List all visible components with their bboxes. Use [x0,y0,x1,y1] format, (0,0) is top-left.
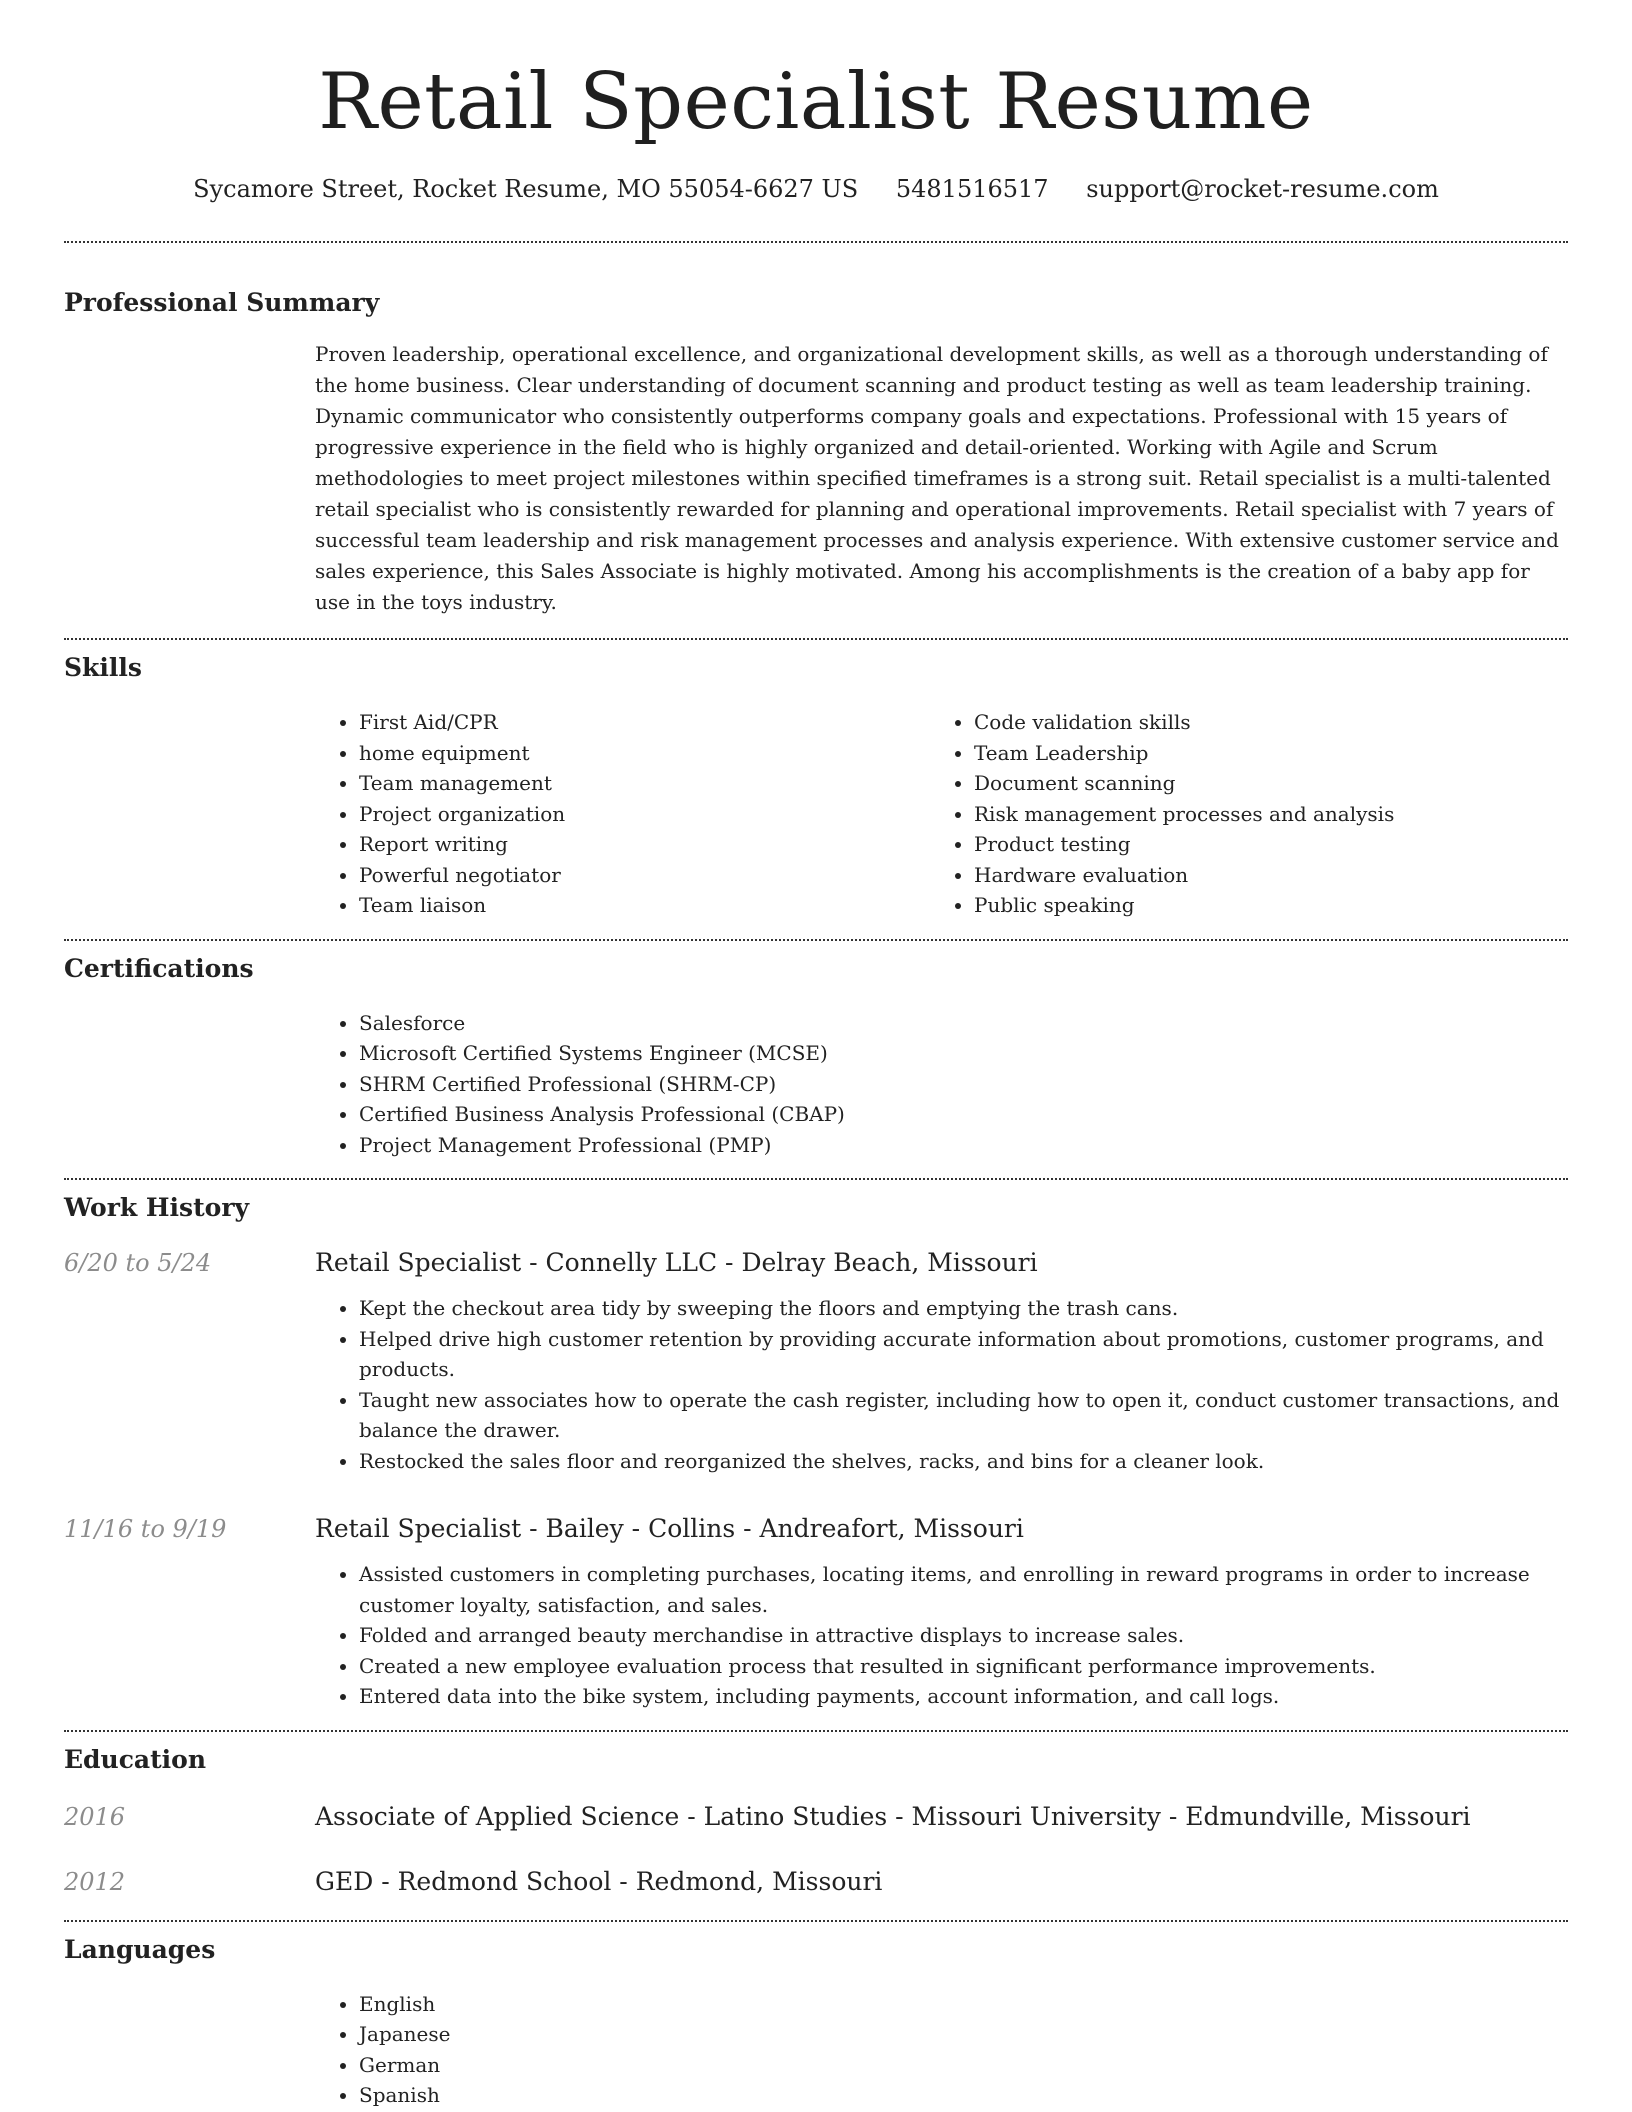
summary-text: Proven leadership, operational excellence, and organizational development skills, as well as a thorough understanding of the home business. Clear understanding of document scanning and product testing as well as team leadership training. Dynamic communicator who consistently outperforms company goals and expectations. Professional with 15 years of progressive experience in the field who is highly organized and detail-oriented. Working with Agile and Scrum methodologies to meet project milestones within specified timeframes is a strong suit. Retail specialist is a multi-talented retail specialist who is consistently rewarded for planning and operational improvements. Retail specialist with 7 years of successful team leadership and risk management processes and analysis experience. With extensive customer service and sales experience, this Sales Associate is highly motivated. Among his accomplishments is the creation of a baby app for use in the toys industry. [315,342,1559,614]
skill-item: • Public speaking [974,890,1545,921]
section-title-education: Education [64,1744,207,1774]
skill-item: • Team Leadership [974,738,1545,769]
education-entry [64,1867,1568,1896]
skill-item: • Product testing [974,829,1545,860]
certifications-content [315,1008,1568,1161]
language-item: • English [359,1989,1568,2020]
education-degree: Associate of Applied Science - Latino Studies - Missouri University - Edmundville, Missouri [315,1801,1471,1831]
job-title: Retail Specialist - Bailey - Collins - Andreafort, Missouri [315,1514,1024,1543]
job-title: Retail Specialist - Connelly LLC - Delray Beach, Missouri [315,1248,1038,1277]
job-bullet: • Restocked the sales floor and reorganized the shelves, racks, and bins for a cleaner look. [359,1446,1568,1477]
job-dates: 11/16 to 9/19 [64,1515,227,1543]
job-header [64,1248,1568,1277]
divider [64,638,1568,640]
divider [64,1178,1568,1180]
skill-item: • Document scanning [974,768,1545,799]
education-year: 2016 [64,1802,126,1831]
skill-item: • home equipment [359,738,930,769]
job-bullet: • Created a new employee evaluation process that resulted in significant performance improvements. [359,1651,1568,1682]
contact-phone: 5481516517 [895,175,1049,203]
section-skills [64,652,1568,921]
divider [64,1920,1568,1922]
language-item: • Japanese [359,2019,1568,2050]
section-certifications [64,953,1568,1161]
section-summary [64,287,1568,618]
summary-content [315,339,1568,618]
divider [64,241,1568,243]
skill-item: • Powerful negotiator [359,860,930,891]
section-education [64,1744,1568,1896]
section-title-summary: Professional Summary [64,288,380,317]
contact-email: support@rocket-resume.com [1086,175,1439,203]
language-item: • Spanish [359,2080,1568,2111]
skill-item: • Team liaison [359,890,930,921]
skill-item: • Report writing [359,829,930,860]
job-bullets [315,1293,1568,1476]
education-degree: GED - Redmond School - Redmond, Missouri [315,1866,883,1896]
resume-page [64,0,1568,2111]
job-bullet: • Assisted customers in completing purchases, locating items, and enrolling in reward programs in order to increase customer loyalty, satisfaction, and sales. [359,1559,1568,1620]
skills-column-left [315,707,930,921]
skill-item: • Code validation skills [974,707,1545,738]
section-work-history [64,1192,1568,1712]
job-bullet: • Helped drive high customer retention by providing accurate information about promotions, customer programs, and products. [359,1324,1568,1385]
certification-item: • Microsoft Certified Systems Engineer (MCSE) [359,1038,1568,1069]
divider [64,939,1568,941]
certification-item: • Project Management Professional (PMP) [359,1130,1568,1161]
contact-line [64,172,1568,206]
certification-item: • SHRM Certified Professional (SHRM-CP) [359,1069,1568,1100]
section-languages [64,1934,1568,2111]
skill-item: • Team management [359,768,930,799]
job-dates: 6/20 to 5/24 [64,1249,212,1277]
certification-item: • Certified Business Analysis Professional (CBAP) [359,1099,1568,1130]
skill-item: • Project organization [359,799,930,830]
skill-item: • First Aid/CPR [359,707,930,738]
languages-content [315,1989,1568,2111]
section-title-certifications: Certifications [64,953,254,983]
job-entry [64,1514,1568,1712]
divider [64,1730,1568,1732]
section-title-languages: Languages [64,1934,216,1964]
job-bullets [315,1559,1568,1712]
job-bullet: • Entered data into the bike system, including payments, account information, and call logs. [359,1681,1568,1712]
job-header [64,1514,1568,1543]
job-bullet: • Folded and arranged beauty merchandise in attractive displays to increase sales. [359,1620,1568,1651]
skills-column-right [930,707,1545,921]
certification-item: • Salesforce [359,1008,1568,1039]
education-year: 2012 [64,1867,126,1896]
skill-item: • Risk management processes and analysis [974,799,1545,830]
education-entry [64,1802,1568,1831]
language-item: • German [359,2050,1568,2081]
contact-address: Sycamore Street, Rocket Resume, MO 55054-6627 US [193,175,859,203]
section-title-skills: Skills [64,653,142,682]
section-title-work-history: Work History [64,1193,250,1222]
job-bullet: • Taught new associates how to operate the cash register, including how to open it, conduct customer transactions, and balance the drawer. [359,1385,1568,1446]
skills-columns [315,707,1568,921]
skill-item: • Hardware evaluation [974,860,1545,891]
job-entry [64,1248,1568,1476]
job-bullet: • Kept the checkout area tidy by sweeping the floors and emptying the trash cans. [359,1293,1568,1324]
resume-title: Retail Specialist Resume [318,57,1314,147]
